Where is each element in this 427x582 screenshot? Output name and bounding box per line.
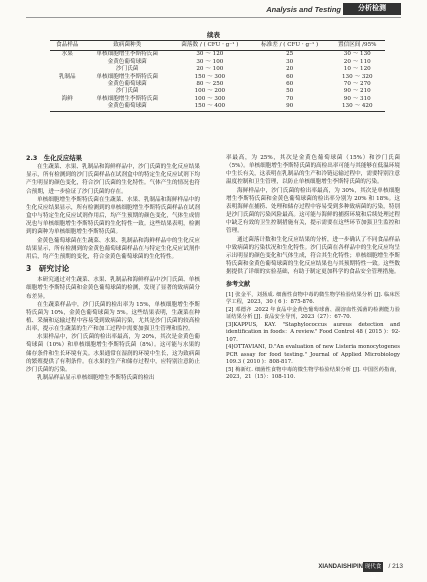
body-paragraph: 通过菌落计数和生化反应结果的分析，进一步确认了不同食品样品中致病菌的污染状况和生化特性。沙门氏菌在各样品中的生化反应均呈示出明显的颜色变化和气体生成，符合其生化特性；单核细胞增生李斯特氏菌和金黄色葡萄球菌的生化反应结果也与其预期特性一致。这些数据提供了详细的实验基础，有助于制定更加科学的食品安全管理措施。 xyxy=(226,236,400,276)
table-header-cell: 食品样品 xyxy=(56,42,79,48)
table-cell: 水果 xyxy=(61,51,73,58)
left-column xyxy=(26,154,200,382)
right-column xyxy=(226,154,400,382)
table-cell: 30 ～ 100 xyxy=(196,58,224,65)
table-cell: 100 ～ 300 xyxy=(194,95,226,102)
section-header-badge: 分析检测 xyxy=(343,3,401,15)
table-header-cell: 标准差 / ( CFU · g⁻¹ ) xyxy=(261,42,319,48)
body-paragraph: 乳制品样品显示单核细胞增生李斯特氏菌的检出 xyxy=(37,375,155,382)
table-cell: 90 ～ 210 xyxy=(343,88,371,95)
table-cell: 80 ～ 250 xyxy=(196,81,224,88)
table-cell: 30 ～ 120 xyxy=(196,51,224,58)
table-row xyxy=(50,66,385,73)
header-rule xyxy=(26,17,401,18)
table-body xyxy=(50,51,385,111)
table-header-cell: 置信区间 /95% xyxy=(338,42,377,48)
body-paragraph: 单核细胞增生李斯特氏菌在生蔬菜、水果、乳制品和海鲜样品中的生化反应结果显示，所有检测到的单核细胞增生李斯特氏菌样品在试剂盒中与特定生化反应试剂作用后，均产生预期的颜色变化，气体生成情况也与单核细胞增生李斯特氏菌的生化特性一致。这些结果表明，检测到的菌种为单核细胞增生李斯特氏菌。 xyxy=(26,196,200,236)
body-paragraph: 在生蔬菜样品中，沙门氏菌的检出率为 15%，单核细胞增生李斯特氏菌为 10%，金黄色葡萄球菌为 5%。这些结果表明，生蔬菜在种植、采摘和运输过程中容易受到致病菌污染，尤其是沙门氏菌的较高检出率，提示在生蔬菜的生产和加工过程中需要加强卫生管理和监控。 xyxy=(26,301,200,333)
body-paragraph: 金黄色葡萄球菌在生蔬菜、水果、乳制品和海鲜样品中的生化反应结果显示，所有检测到的金黄色葡萄球菌样品在与特定生化反应试剂作用后，均产生预期的变化，符合金黄色葡萄球菌的生化特性。 xyxy=(26,237,200,260)
table-row xyxy=(50,81,385,88)
table-cell: 海鲜 xyxy=(61,95,73,102)
table-cell: 金黄色葡萄球菌 xyxy=(107,103,147,110)
table-row xyxy=(50,103,385,111)
table-cell: 金黄色葡萄球菌 xyxy=(107,58,147,65)
table-header-cell: 致病菌种类 xyxy=(113,42,142,48)
table-cell xyxy=(50,88,84,95)
table-row xyxy=(50,59,385,66)
table-cell: 150 ～ 400 xyxy=(194,103,226,110)
table-cell xyxy=(50,66,84,73)
table-cell: 70 ～ 270 xyxy=(343,81,371,88)
table-cell: 单核细胞增生李斯特氏菌 xyxy=(96,73,158,80)
table-row xyxy=(50,51,385,59)
table-header-cell: 菌落数 / ( CFU · g⁻¹ ) xyxy=(181,42,239,48)
table-header-row xyxy=(50,41,385,51)
body-paragraph: 水果样品中，沙门氏菌的检出率最高，为 20%，其次是金黄色葡萄球菌（10%）和单核细胞增生李斯特氏菌（8%）。这可能与水果的储存条件和生长环境有关。水果通常在湿润的环境中生长，这为致病菌的繁殖提供了有利条件。在水果的生产和储存过程中，应特别注意防止沙门氏菌的污染。 xyxy=(26,334,200,373)
table-cell xyxy=(50,81,84,88)
table-cell: 90 xyxy=(286,103,294,110)
table-cell: 30 ～ 130 xyxy=(343,51,371,58)
table-row xyxy=(50,88,385,95)
reference-item: [5] 梅新红. 细菌性食物中毒的微生物学检验结果分析 [J]. 中国医药指南，2023，21（15）：108-110. xyxy=(226,366,400,380)
table-cell xyxy=(50,103,84,111)
reference-item: [2] 邓德齐 .2022 年食品中金黄色葡萄球菌、副溶血性弧菌的检测能力验证结果分析 [J]. 食品安全导刊，2023（27）：67-70. xyxy=(226,306,400,320)
section-header-en: Analysis and Testing xyxy=(266,5,341,14)
table-cell: 沙门氏菌 xyxy=(116,88,139,95)
body-paragraph: 在生蔬菜、水果、乳制品和海鲜样品中，沙门氏菌的生化反应结果显示，所有检测到的沙门氏菌样品在试剂盒中的特定生化反应试剂下均产生明显的颜色变化，符合沙门氏菌的生化特性。气体产生的情况也符合预期，进一步验证了沙门氏菌的存在。 xyxy=(26,164,200,195)
table-cell: 60 xyxy=(286,81,294,88)
footer-journal-badge: 现代食品 xyxy=(364,564,382,580)
table-cell: 30 xyxy=(286,58,294,65)
footer-journal-name: XIANDAISHIPIN xyxy=(318,564,363,570)
reference-item: [4]OTTAVIANI, D."An evaluation of new Listeria monocytogenes PCR assay for food testing." Journal of Applied Microbiology 109.3 ( 2010 )：808-817. xyxy=(226,344,400,365)
table-cell: 25 xyxy=(286,51,294,58)
references-heading: 参考文献 xyxy=(226,281,251,289)
table-cell: 金黄色葡萄球菌 xyxy=(107,81,147,88)
table-cell: 沙门氏菌 xyxy=(116,66,139,73)
reference-item: [1] 张金平，刘扬成. 细菌性食物中毒的微生物学检验结果分析 [J]. 临床医学工程，2023，30 ( 6 )：875-876. xyxy=(226,291,400,305)
body-paragraph: 本研究通过对生蔬菜、水果、乳制品和海鲜样品中沙门氏菌、单核细胞增生李斯特氏菌和金黄色葡萄球菌的检测，发现了显著的致病菌分布差异。 xyxy=(26,277,200,300)
table-cell: 20 ～ 100 xyxy=(196,66,224,73)
table-cell: 60 xyxy=(286,73,294,80)
table-cell: 乳制品 xyxy=(58,73,76,80)
page-number: / 213 xyxy=(388,563,403,570)
body-paragraph: 海鲜样品中，沙门氏菌的检出率最高，为 30%，其次是单核细胞增生李斯特氏菌和金黄色葡萄球菌的检出率分别为 20% 和 18%。这表明海鲜在捕捞、处理和储存过程中容易受到多种致病菌的污染，特别是沙门氏菌的污染风险最高。这可能与海鲜的捕捞环境和后续处理过程中缺乏有效的卫生控制措施有关，提示需要在这些环节加强卫生监控和管理。 xyxy=(226,187,400,235)
table-cell: 50 xyxy=(286,88,294,95)
table-cell: 20 ～ 110 xyxy=(343,58,371,65)
table-cell: 20 xyxy=(286,66,294,73)
table-cell: 90 ～ 310 xyxy=(343,95,371,102)
table-cell: 10 ～ 120 xyxy=(343,66,371,73)
body-paragraph: 率最高，为 25%，其次是金黄色葡萄球菌（15%）和沙门氏菌（5%）。单核细胞增生李斯特氏菌的高检出率可能与其能够在低温环境中生长有关，这表明在乳制品的生产和冷链运输过程中，需要特别注意温度控制和卫生管理，以防止单核细胞增生李斯特氏菌的污染。 xyxy=(226,155,400,186)
table-cell: 70 xyxy=(286,95,294,102)
table-row xyxy=(50,96,385,103)
references-list xyxy=(226,292,400,382)
table-cell: 130 ～ 420 xyxy=(342,103,373,110)
table-cell: 100 ～ 200 xyxy=(194,88,226,95)
table-cell: 150 ～ 300 xyxy=(194,73,226,80)
section-heading-3: 3 研究讨论 xyxy=(26,264,70,274)
data-table xyxy=(50,40,385,112)
table-caption: 续表 xyxy=(207,31,220,39)
table-cell: 130 ～ 320 xyxy=(342,73,373,80)
table-cell: 单核细胞增生李斯特氏菌 xyxy=(96,51,158,58)
section-heading-2-3: 2.3 生化反应结果 xyxy=(26,154,83,162)
table-cell: 单核细胞增生李斯特氏菌 xyxy=(96,95,158,102)
table-row xyxy=(50,74,385,81)
table-cell xyxy=(50,59,84,66)
reference-item: [3]KAPPUS, KAY. "Staphylococcus aureus detection and identification in foods：A review." Food Control 48 ( 2015 )：92-107. xyxy=(226,321,400,343)
